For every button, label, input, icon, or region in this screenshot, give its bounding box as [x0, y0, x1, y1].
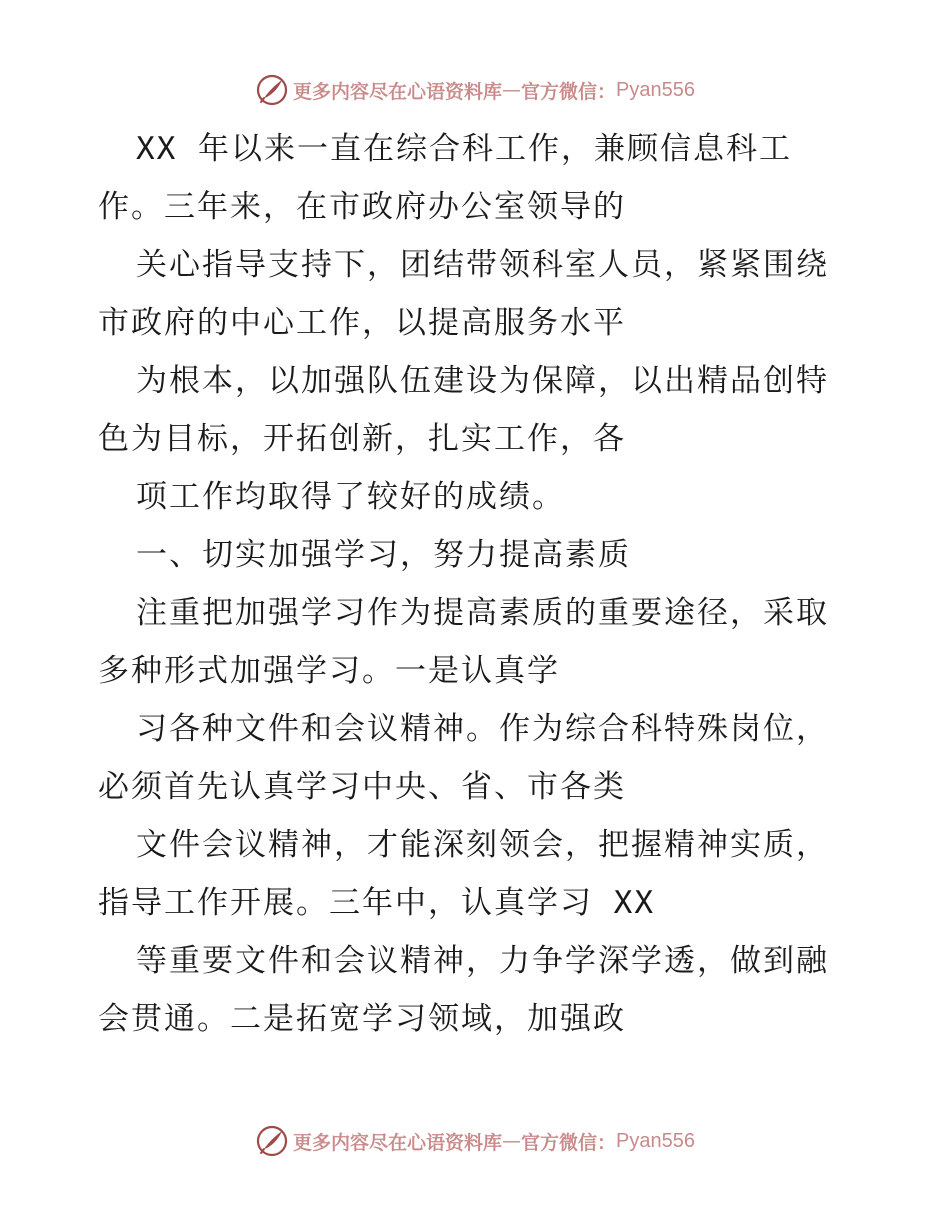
banner-separator: —: [502, 79, 522, 101]
body-line: 指导工作开展。三年中，认真学习 XX: [98, 885, 655, 921]
banner-slogan: 更多内容尽在心语资料库: [293, 80, 503, 103]
banner-separator: —: [502, 1130, 522, 1152]
feather-pen-logo-icon: [255, 1124, 289, 1158]
body-line: 项工作均取得了较好的成绩。: [136, 479, 565, 515]
feather-pen-logo-icon: [255, 73, 289, 107]
banner-wechat-label: 官方微信：: [521, 1131, 617, 1154]
body-line: 必须首先认真学习中央、省、市各类: [98, 769, 626, 805]
body-line: 市政府的中心工作，以提高服务水平: [98, 305, 626, 341]
header-banner: [0, 70, 950, 110]
document-body: [98, 120, 878, 1048]
body-line: 会贯通。二是拓宽学习领域，加强政: [98, 1001, 626, 1037]
body-line: 为根本，以加强队伍建设为保障，以出精品创特: [136, 363, 829, 399]
body-line: XX 年以来一直在综合科工作，兼顾信息科工: [136, 131, 792, 167]
body-line: 习各种文件和会议精神。作为综合科特殊岗位，: [136, 711, 829, 747]
body-line: 文件会议精神，才能深刻领会，把握精神实质，: [136, 827, 829, 863]
body-line: 作。三年来，在市政府办公室领导的: [98, 189, 626, 225]
banner-wechat-label: 官方微信：: [521, 80, 617, 103]
body-line: 色为目标，开拓创新，扎实工作，各: [98, 421, 626, 457]
body-line: 注重把加强学习作为提高素质的重要途径，采取: [136, 595, 829, 631]
body-line: 等重要文件和会议精神，力争学深学透，做到融: [136, 943, 829, 979]
footer-banner: [0, 1121, 950, 1161]
banner-wechat-id: Pyan556: [616, 78, 695, 101]
banner-wechat-id: Pyan556: [616, 1129, 695, 1152]
section-heading: 一、切实加强学习，努力提高素质: [136, 537, 631, 573]
body-line: 关心指导支持下，团结带领科室人员，紧紧围绕: [136, 247, 829, 283]
banner-slogan: 更多内容尽在心语资料库: [293, 1131, 503, 1154]
body-line: 多种形式加强学习。一是认真学: [98, 653, 560, 689]
